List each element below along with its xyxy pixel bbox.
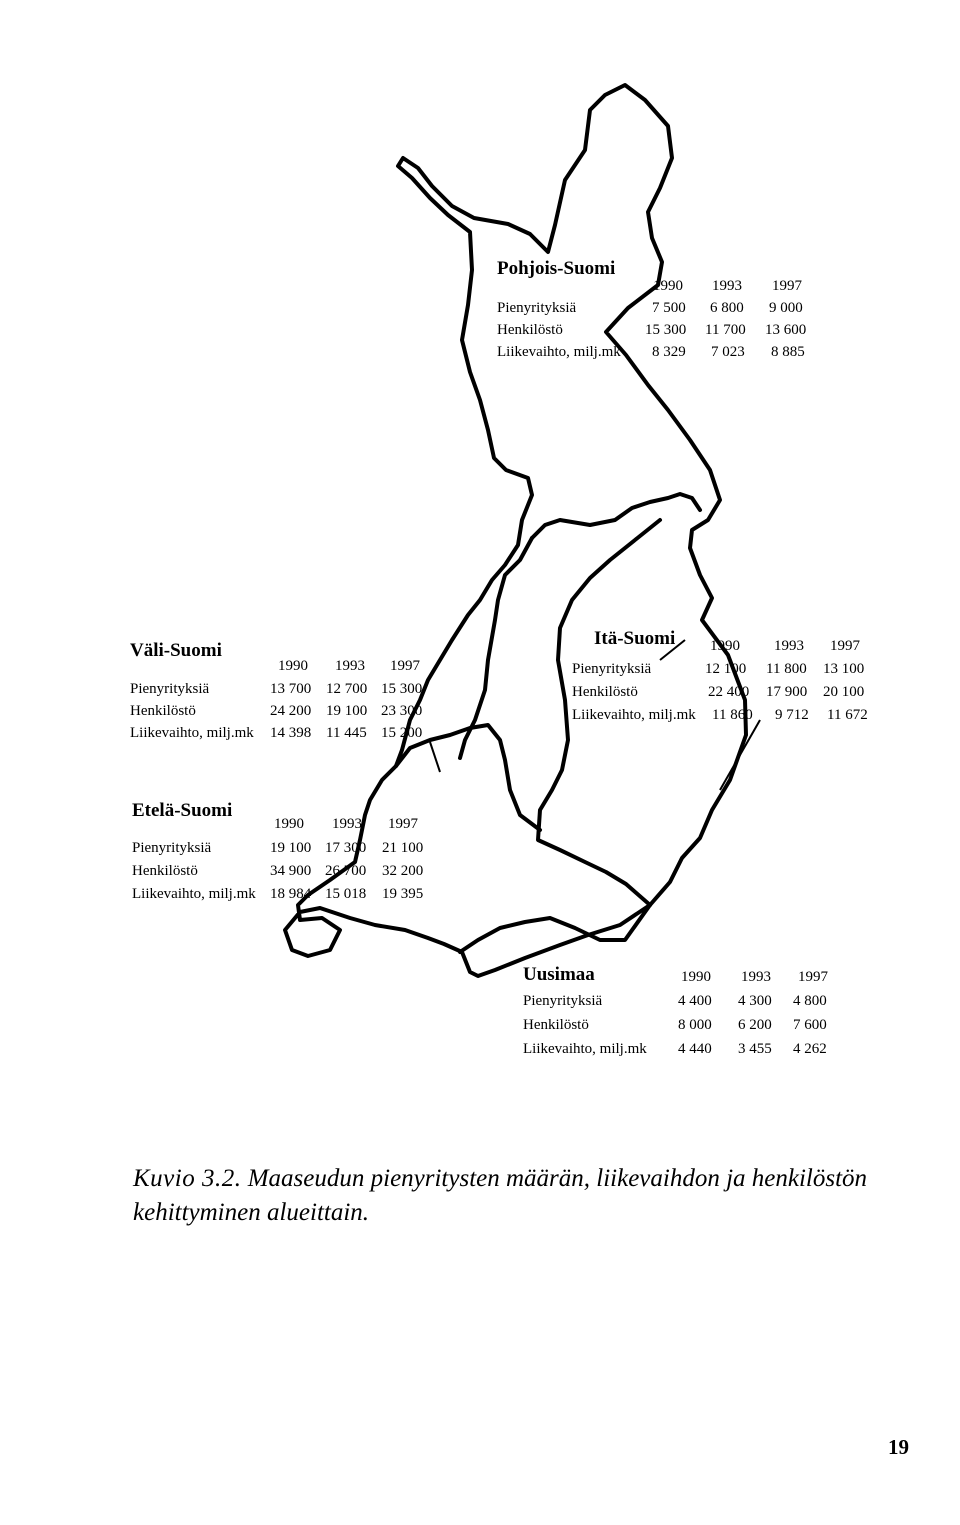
- value-cell: 6 200: [738, 1017, 772, 1033]
- row-label: Liikevaihto, milj.mk: [497, 344, 621, 360]
- caption-text: Maaseudun pienyritysten määrän, liikevaihdon ja henkilöstön kehittyminen alueittain.: [133, 1165, 868, 1226]
- year-header: 1993: [332, 816, 362, 832]
- year-header: 1993: [774, 638, 804, 654]
- region-name: Väli-Suomi: [130, 640, 222, 661]
- year-header: 1997: [388, 816, 418, 832]
- border-vali-east: [460, 538, 532, 758]
- value-cell: 11 860: [712, 707, 753, 723]
- value-cell: 4 300: [738, 993, 772, 1009]
- caption-label: Kuvio 3.2.: [133, 1165, 242, 1192]
- value-cell: 19 100: [270, 840, 312, 856]
- value-cell: 9 000: [769, 300, 803, 316]
- row-label: Henkilöstö: [523, 1017, 589, 1033]
- figure-caption: [133, 1162, 923, 1230]
- year-header: 1997: [798, 969, 828, 985]
- value-cell: 12 100: [705, 661, 747, 677]
- value-cell: 23 300: [381, 703, 423, 719]
- year-header: 1990: [278, 658, 308, 674]
- row-label: Pienyrityksiä: [523, 993, 603, 1009]
- value-cell: 11 800: [766, 661, 807, 677]
- row-label: Henkilöstö: [572, 684, 638, 700]
- year-header: 1993: [335, 658, 365, 674]
- value-cell: 7 023: [711, 344, 745, 360]
- row-label: Pienyrityksiä: [572, 661, 652, 677]
- value-cell: 18 984: [270, 886, 312, 902]
- value-cell: 21 100: [382, 840, 424, 856]
- value-cell: 15 200: [381, 725, 423, 741]
- value-cell: 15 018: [325, 886, 367, 902]
- value-cell: 32 200: [382, 863, 424, 879]
- value-cell: 15 300: [645, 322, 687, 338]
- row-label: Liikevaihto, milj.mk: [523, 1041, 647, 1057]
- value-cell: 19 395: [382, 886, 424, 902]
- value-cell: 4 262: [793, 1041, 827, 1057]
- row-label: Pienyrityksiä: [497, 300, 577, 316]
- region-name: Uusimaa: [523, 964, 595, 985]
- year-header: 1990: [274, 816, 304, 832]
- region-name: Itä-Suomi: [594, 628, 676, 649]
- region-name: Etelä-Suomi: [132, 800, 233, 821]
- year-header: 1997: [390, 658, 420, 674]
- value-cell: 13 700: [270, 681, 312, 697]
- value-cell: 19 100: [326, 703, 368, 719]
- row-label: Pienyrityksiä: [130, 681, 210, 697]
- border-north: [532, 494, 700, 538]
- value-cell: 17 900: [766, 684, 808, 700]
- value-cell: 13 600: [765, 322, 807, 338]
- row-label: Liikevaihto, milj.mk: [130, 725, 254, 741]
- value-cell: 8 000: [678, 1017, 712, 1033]
- page-number: 19: [888, 1435, 909, 1459]
- value-cell: 6 800: [710, 300, 744, 316]
- row-label: Henkilöstö: [132, 863, 198, 879]
- value-cell: 7 500: [652, 300, 686, 316]
- value-cell: 11 700: [705, 322, 746, 338]
- value-cell: 20 100: [823, 684, 865, 700]
- value-cell: 4 440: [678, 1041, 712, 1057]
- region-name: Pohjois-Suomi: [497, 258, 616, 279]
- value-cell: 12 700: [326, 681, 368, 697]
- value-cell: 11 445: [326, 725, 367, 741]
- value-cell: 4 800: [793, 993, 827, 1009]
- value-cell: 13 100: [823, 661, 865, 677]
- row-label: Henkilöstö: [130, 703, 196, 719]
- year-header: 1993: [741, 969, 771, 985]
- value-cell: 22 400: [708, 684, 750, 700]
- value-cell: 11 672: [827, 707, 868, 723]
- row-label: Liikevaihto, milj.mk: [132, 886, 256, 902]
- value-cell: 17 300: [325, 840, 367, 856]
- year-header: 1997: [772, 278, 802, 294]
- value-cell: 9 712: [775, 707, 809, 723]
- year-header: 1997: [830, 638, 860, 654]
- value-cell: 8 885: [771, 344, 805, 360]
- value-cell: 15 300: [381, 681, 423, 697]
- year-header: 1993: [712, 278, 742, 294]
- value-cell: 26 700: [325, 863, 367, 879]
- value-cell: 14 398: [270, 725, 312, 741]
- year-header: 1990: [710, 638, 740, 654]
- value-cell: 34 900: [270, 863, 312, 879]
- year-header: 1990: [681, 969, 711, 985]
- value-cell: 3 455: [738, 1041, 772, 1057]
- value-cell: 8 329: [652, 344, 686, 360]
- value-cell: 7 600: [793, 1017, 827, 1033]
- value-cell: 24 200: [270, 703, 312, 719]
- row-label: Liikevaihto, milj.mk: [572, 707, 696, 723]
- value-cell: 4 400: [678, 993, 712, 1009]
- year-header: 1990: [653, 278, 683, 294]
- row-label: Henkilöstö: [497, 322, 563, 338]
- row-label: Pienyrityksiä: [132, 840, 212, 856]
